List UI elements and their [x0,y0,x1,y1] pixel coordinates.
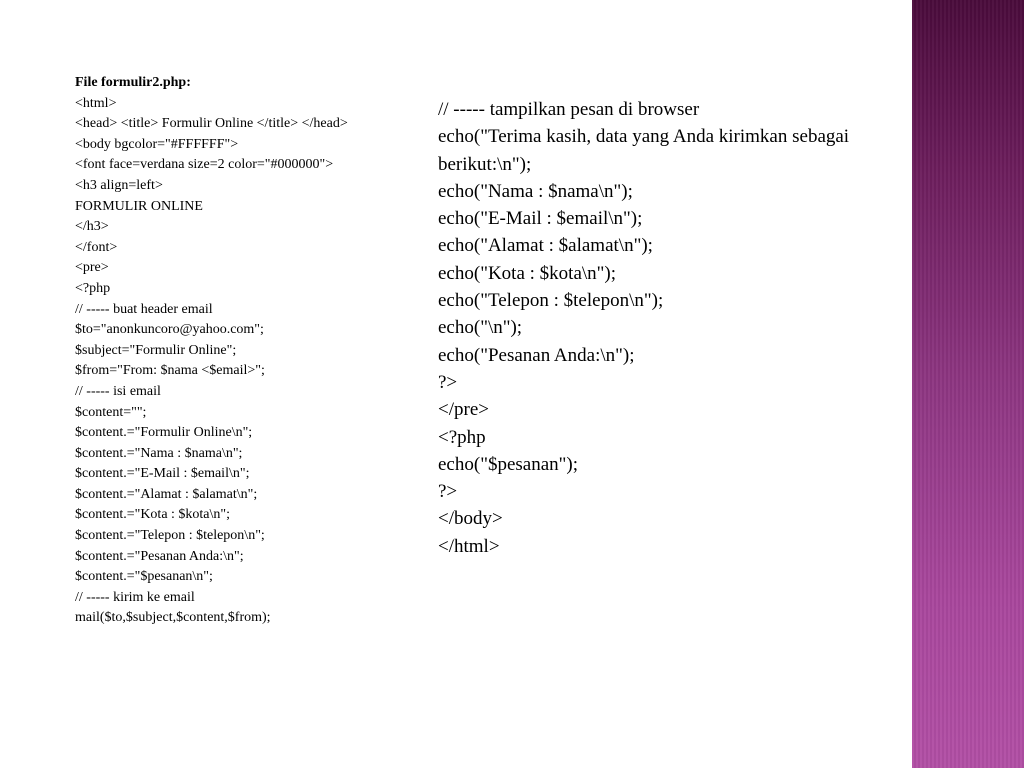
right-code-lines [438,96,938,560]
code-line: $subject="Formulir Online"; [75,342,237,358]
code-column-left [75,73,435,629]
code-line: echo("Alamat : $alamat\n"); [438,235,653,257]
code-line: ?> [438,371,458,393]
code-line: <pre> [75,260,109,276]
code-line: </h3> [75,219,109,235]
file-title: File formulir2.php: [75,75,191,90]
code-line: echo("Pesanan Anda:\n"); [438,344,635,366]
code-line: $content.="$pesanan\n"; [75,569,213,585]
code-line: <html> [75,95,117,111]
left-code-lines [75,94,435,629]
code-line: // ----- buat header email [75,301,213,317]
code-line: echo("Nama : $nama\n"); [438,180,633,202]
code-line: $content.="Nama : $nama\n"; [75,445,243,461]
code-line: echo("$pesanan"); [438,453,579,475]
code-line: // ----- kirim ke email [75,589,195,605]
code-line: // ----- tampilkan pesan di browser [438,99,700,120]
code-line: $content.="Formulir Online\n"; [75,425,253,441]
code-line: <?php [438,426,486,448]
code-line: ?> [438,481,458,503]
code-line: <h3 align=left> [75,177,163,193]
code-line: <?php [75,280,111,296]
code-line: $to="anonkuncoro@yahoo.com"; [75,322,264,338]
code-line: $content.="Alamat : $alamat\n"; [75,486,258,502]
code-line: </html> [438,535,500,557]
code-line: <head> <title> Formulir Online </title> </head> [75,116,348,132]
code-line: echo("\n"); [438,317,523,339]
code-line: $content=""; [75,404,147,420]
code-line: echo("E-Mail : $email\n"); [438,208,643,230]
code-line: $content.="E-Mail : $email\n"; [75,466,250,482]
code-line: echo("Telepon : $telepon\n"); [438,290,664,312]
code-line: $from="From: $nama <$email>"; [75,363,265,379]
code-line: $content.="Pesanan Anda:\n"; [75,548,244,564]
code-line: FORMULIR ONLINE [75,198,203,214]
code-line: </font> [75,239,118,255]
code-line: echo("Kota : $kota\n"); [438,262,617,284]
code-line: <body bgcolor="#FFFFFF"> [75,136,239,152]
code-line: </body> [438,508,503,530]
code-line: $content.="Telepon : $telepon\n"; [75,528,265,544]
code-line: // ----- isi email [75,383,161,399]
code-line: </pre> [438,399,489,421]
code-line: echo("Terima kasih, data yang Anda kirimkan sebagai [438,126,850,148]
code-column-right [438,96,938,560]
code-line: mail($to,$subject,$content,$from); [75,610,271,626]
code-line: berikut:\n"); [438,153,532,175]
code-line: $content.="Kota : $kota\n"; [75,507,231,523]
code-line: <font face=verdana size=2 color="#000000"> [75,157,334,173]
